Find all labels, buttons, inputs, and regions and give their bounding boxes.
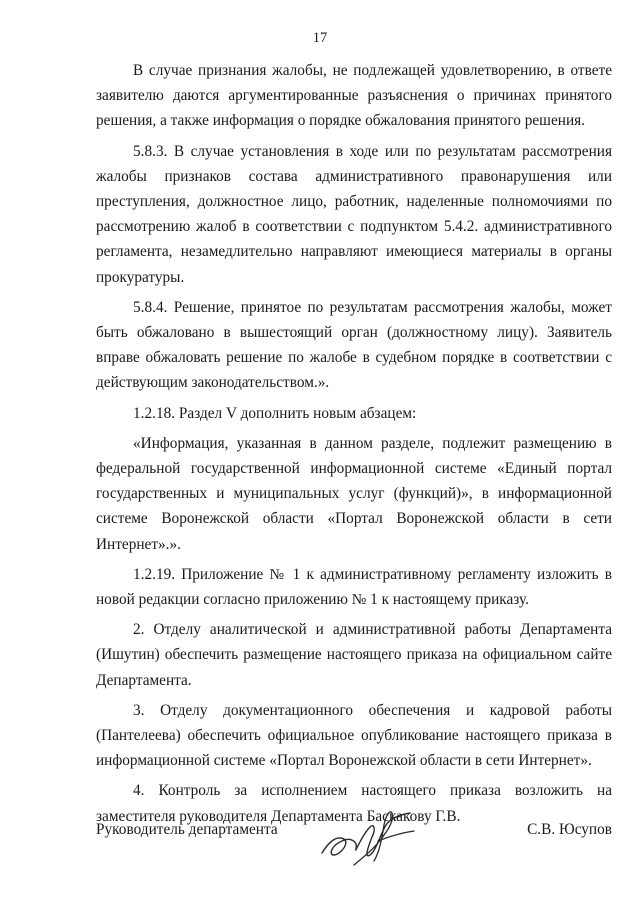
paragraph-5-8-3: 5.8.3. В случае установления в ходе или по результатам рассмотрения жалобы признаков состава административного правонарушения или преступления, должностное лицо, работник, наделенные полномочиями по рассмотрению жалоб в соответствии с подпунктом 5.4.2. административного регламента, незамедлительно направляют имеющиеся материалы в органы прокуратуры.	[96, 142, 612, 286]
signatory-name: С.В. Юсупов	[527, 821, 612, 838]
paragraph-1-2-18: 1.2.18. Раздел V дополнить новым абзацем:	[133, 404, 417, 422]
paragraph-item-4: 4. Контроль за исполнением настоящего приказа возложить на заместителя руководителя Департамента Баскакову Г.В.	[96, 782, 612, 825]
signatory-title: Руководитель департамента	[96, 821, 278, 838]
page-number: 17	[312, 30, 328, 46]
paragraph-item-3: 3. Отделу документационного обеспечения и кадровой работы (Пантелеева) обеспечить официальное опубликование настоящего приказа в информационной системе «Портал Воронежской области в сети Интернет».	[96, 701, 612, 770]
document-body	[96, 58, 612, 834]
handwritten-signature	[314, 805, 424, 871]
paragraph-section-v-addition: «Информация, указанная в данном разделе, подлежит размещению в федеральной государственной информационной системе «Единый портал государственных и муниципальных услуг (функций)», в информационной системе Воронежской области «Портал Воронежской области в сети Интернет».».	[96, 434, 612, 553]
paragraph-item-2: 2. Отделу аналитической и административной работы Департамента (Ишутин) обеспечить размещение настоящего приказа на официальном сайте Департамента.	[96, 621, 612, 689]
paragraph-5-8-4: 5.8.4. Решение, принятое по результатам рассмотрения жалобы, может быть обжаловано в вышестоящий орган (должностному лицу). Заявитель вправе обжаловать решение по жалобе в судебном порядке в соответствии с действующим законодательством.».	[96, 298, 612, 392]
paragraph-complaint-rejected: В случае признания жалобы, не подлежащей удовлетворению, в ответе заявителю даются аргументированные разъяснения о причинах принятого решения, а также информация о порядке обжалования принятого решения.	[96, 62, 612, 130]
signature-block	[96, 817, 612, 847]
paragraph-1-2-19: 1.2.19. Приложение № 1 к административному регламенту изложить в новой редакции согласно приложению № 1 к настоящему приказу.	[96, 565, 612, 609]
